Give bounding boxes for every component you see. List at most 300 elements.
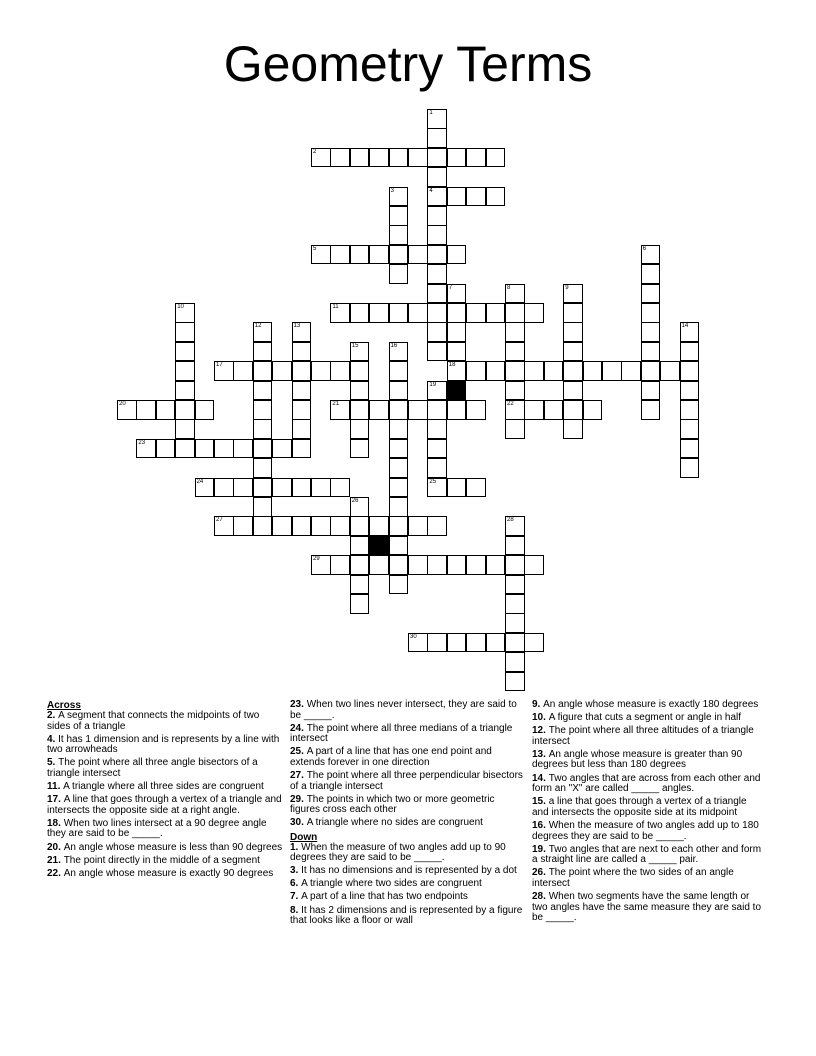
black-cell bbox=[369, 536, 389, 556]
grid-cell[interactable] bbox=[156, 439, 176, 459]
grid-cell[interactable] bbox=[427, 478, 447, 498]
down-clue bbox=[532, 845, 764, 866]
grid-cell[interactable] bbox=[427, 400, 447, 420]
down-clue bbox=[532, 713, 764, 724]
grid-cell[interactable] bbox=[408, 400, 428, 420]
grid-cell[interactable] bbox=[641, 264, 661, 284]
grid-cell[interactable] bbox=[486, 187, 506, 207]
grid-cell[interactable] bbox=[330, 361, 350, 381]
clue-number: 16. bbox=[532, 819, 549, 831]
grid-cell[interactable] bbox=[505, 555, 525, 575]
grid-cell[interactable] bbox=[292, 439, 312, 459]
grid-cell[interactable] bbox=[563, 400, 583, 420]
grid-cell[interactable] bbox=[427, 245, 447, 265]
grid-cell[interactable] bbox=[427, 439, 447, 459]
grid-cell[interactable] bbox=[389, 419, 409, 439]
grid-cell[interactable] bbox=[427, 555, 447, 575]
cell-number: 14 bbox=[681, 323, 689, 330]
clue-number: 24. bbox=[290, 722, 307, 734]
grid-cell[interactable] bbox=[427, 633, 447, 653]
clue-number: 10. bbox=[532, 712, 549, 724]
clue-text: A part of a line that has two endpoints bbox=[301, 891, 468, 903]
cell-number: 21 bbox=[332, 401, 340, 407]
cell-number: 19 bbox=[429, 381, 437, 388]
grid-cell[interactable] bbox=[466, 478, 486, 498]
grid-cell[interactable] bbox=[660, 361, 680, 381]
down-clue bbox=[532, 700, 764, 711]
across-clue bbox=[290, 771, 526, 792]
clue-text: The point where all three altitudes of a triangle intersect bbox=[532, 725, 754, 747]
grid-cell[interactable] bbox=[253, 497, 273, 517]
clue-number: 26. bbox=[532, 867, 549, 879]
grid-cell[interactable] bbox=[389, 303, 409, 323]
grid-cell[interactable] bbox=[350, 245, 370, 265]
grid-cell[interactable] bbox=[350, 536, 370, 556]
grid-cell[interactable] bbox=[408, 245, 428, 265]
grid-cell[interactable] bbox=[641, 361, 661, 381]
across-clue bbox=[290, 747, 526, 768]
grid-cell[interactable] bbox=[389, 536, 409, 556]
down-clue bbox=[290, 906, 526, 927]
grid-cell[interactable] bbox=[505, 419, 525, 439]
grid-cell[interactable] bbox=[563, 419, 583, 439]
grid-cell[interactable] bbox=[195, 400, 215, 420]
grid-cell[interactable] bbox=[466, 148, 486, 168]
grid-cell[interactable] bbox=[505, 672, 525, 692]
clue-text: A part of a line that has one end point and extends forever in one direction bbox=[290, 746, 492, 768]
grid-cell[interactable] bbox=[427, 284, 447, 304]
clue-number: 6. bbox=[290, 878, 302, 890]
grid-cell[interactable] bbox=[680, 400, 700, 420]
across-clue bbox=[47, 869, 285, 880]
clue-number: 7. bbox=[290, 891, 302, 903]
clue-number: 8. bbox=[290, 904, 302, 916]
clue-number: 30. bbox=[290, 817, 307, 829]
grid-cell[interactable] bbox=[505, 516, 525, 536]
clue-number: 28. bbox=[532, 891, 549, 902]
clue-number: 25. bbox=[290, 746, 307, 758]
grid-cell[interactable] bbox=[427, 167, 447, 187]
down-clue bbox=[290, 892, 526, 903]
clue-number: 13. bbox=[532, 748, 549, 760]
across-clue bbox=[290, 700, 526, 721]
grid-cell[interactable] bbox=[330, 555, 350, 575]
clue-text: When the measure of two angles add up to 90 degrees they are said to be _____. bbox=[290, 841, 506, 864]
grid-cell[interactable] bbox=[214, 516, 234, 536]
clues-column-2 bbox=[290, 700, 526, 929]
clue-number: 20. bbox=[47, 841, 64, 853]
clue-number: 23. bbox=[290, 699, 307, 710]
grid-cell[interactable] bbox=[466, 555, 486, 575]
clue-number: 18. bbox=[47, 817, 64, 829]
grid-cell[interactable] bbox=[389, 361, 409, 381]
grid-cell[interactable] bbox=[505, 361, 525, 381]
grid-cell[interactable] bbox=[486, 633, 506, 653]
cell-number: 13 bbox=[293, 323, 301, 330]
clue-number: 3. bbox=[290, 865, 302, 877]
cell-number: 18 bbox=[448, 362, 456, 369]
across-heading: Across bbox=[47, 700, 81, 711]
grid-cell[interactable] bbox=[175, 303, 195, 323]
grid-cell[interactable] bbox=[427, 128, 447, 148]
grid-cell[interactable] bbox=[292, 516, 312, 536]
grid-cell[interactable] bbox=[311, 516, 331, 536]
grid-cell[interactable] bbox=[466, 633, 486, 653]
grid-cell[interactable] bbox=[175, 342, 195, 362]
grid-cell[interactable] bbox=[505, 303, 525, 323]
grid-cell[interactable] bbox=[389, 478, 409, 498]
across-clue bbox=[47, 711, 285, 732]
grid-cell[interactable] bbox=[583, 361, 603, 381]
grid-cell[interactable] bbox=[253, 439, 273, 459]
clue-text: An angle whose measure is greater than 90 degrees but less than 180 degrees bbox=[532, 748, 743, 771]
grid-cell[interactable] bbox=[292, 478, 312, 498]
grid-cell[interactable] bbox=[330, 303, 350, 323]
grid-cell[interactable] bbox=[563, 342, 583, 362]
cell-number: 26 bbox=[351, 498, 359, 504]
grid-cell[interactable] bbox=[505, 381, 525, 401]
grid-cell[interactable] bbox=[505, 536, 525, 556]
across-clue bbox=[47, 795, 285, 816]
grid-cell[interactable] bbox=[621, 361, 641, 381]
grid-cell[interactable] bbox=[253, 381, 273, 401]
grid-cell[interactable] bbox=[292, 381, 312, 401]
clue-number: 17. bbox=[47, 794, 64, 806]
clue-text: Two angles that are next to each other and form a straight line are called a _____ pair. bbox=[532, 843, 762, 866]
grid-cell[interactable] bbox=[563, 322, 583, 342]
grid-cell[interactable] bbox=[641, 342, 661, 362]
grid-cell[interactable] bbox=[136, 400, 156, 420]
grid-cell[interactable] bbox=[389, 264, 409, 284]
grid-cell[interactable] bbox=[486, 148, 506, 168]
grid-cell[interactable] bbox=[272, 516, 292, 536]
grid-cell[interactable] bbox=[408, 148, 428, 168]
grid-cell[interactable] bbox=[524, 400, 544, 420]
grid-cell[interactable] bbox=[214, 478, 234, 498]
grid-cell[interactable] bbox=[369, 400, 389, 420]
grid-cell[interactable] bbox=[524, 633, 544, 653]
grid-cell[interactable] bbox=[486, 361, 506, 381]
grid-cell[interactable] bbox=[563, 284, 583, 304]
grid-cell[interactable] bbox=[505, 322, 525, 342]
grid-cell[interactable] bbox=[466, 303, 486, 323]
grid-cell[interactable] bbox=[447, 303, 467, 323]
grid-cell[interactable] bbox=[369, 245, 389, 265]
grid-cell[interactable] bbox=[311, 245, 331, 265]
grid-cell[interactable] bbox=[292, 400, 312, 420]
grid-cell[interactable] bbox=[408, 555, 428, 575]
grid-cell[interactable] bbox=[602, 361, 622, 381]
grid-cell[interactable] bbox=[389, 439, 409, 459]
grid-cell[interactable] bbox=[175, 361, 195, 381]
grid-cell[interactable] bbox=[253, 419, 273, 439]
grid-cell[interactable] bbox=[505, 342, 525, 362]
grid-cell[interactable] bbox=[447, 245, 467, 265]
grid-cell[interactable] bbox=[505, 575, 525, 595]
grid-cell[interactable] bbox=[195, 439, 215, 459]
grid-cell[interactable] bbox=[486, 303, 506, 323]
clue-text: When two lines never intersect, they are said to be _____. bbox=[290, 699, 517, 721]
clue-number: 4. bbox=[47, 733, 59, 745]
grid-cell[interactable] bbox=[253, 361, 273, 381]
clues-column-3 bbox=[532, 700, 764, 926]
grid-cell[interactable] bbox=[292, 361, 312, 381]
grid-cell[interactable] bbox=[350, 342, 370, 362]
grid-cell[interactable] bbox=[350, 381, 370, 401]
grid-cell[interactable] bbox=[447, 478, 467, 498]
grid-cell[interactable] bbox=[641, 322, 661, 342]
grid-cell[interactable] bbox=[524, 555, 544, 575]
grid-cell[interactable] bbox=[253, 478, 273, 498]
grid-cell[interactable] bbox=[272, 478, 292, 498]
grid-cell[interactable] bbox=[214, 361, 234, 381]
grid-cell[interactable] bbox=[447, 342, 467, 362]
across-clue bbox=[47, 819, 285, 840]
grid-cell[interactable] bbox=[292, 342, 312, 362]
clue-text: A segment that connects the midpoints of two sides of a triangle bbox=[47, 710, 260, 732]
grid-cell[interactable] bbox=[447, 148, 467, 168]
grid-cell[interactable] bbox=[369, 303, 389, 323]
grid-cell[interactable] bbox=[563, 303, 583, 323]
grid-cell[interactable] bbox=[330, 478, 350, 498]
grid-cell[interactable] bbox=[447, 633, 467, 653]
grid-cell[interactable] bbox=[680, 458, 700, 478]
grid-cell[interactable] bbox=[408, 516, 428, 536]
clue-text: The points in which two or more geometric figures cross each other bbox=[290, 793, 495, 816]
grid-cell[interactable] bbox=[680, 439, 700, 459]
grid-cell[interactable] bbox=[641, 284, 661, 304]
grid-cell[interactable] bbox=[524, 361, 544, 381]
grid-cell[interactable] bbox=[195, 478, 215, 498]
clue-text: A figure that cuts a segment or angle in half bbox=[548, 712, 742, 724]
grid-cell[interactable] bbox=[641, 400, 661, 420]
grid-cell[interactable] bbox=[427, 516, 447, 536]
grid-cell[interactable] bbox=[272, 361, 292, 381]
clue-number: 11. bbox=[47, 781, 64, 793]
grid-cell[interactable] bbox=[350, 555, 370, 575]
grid-cell[interactable] bbox=[330, 516, 350, 536]
grid-cell[interactable] bbox=[350, 303, 370, 323]
grid-cell[interactable] bbox=[369, 516, 389, 536]
grid-cell[interactable] bbox=[233, 478, 253, 498]
grid-cell[interactable] bbox=[350, 148, 370, 168]
cell-number: 3 bbox=[390, 187, 394, 194]
clue-text: When two lines intersect at a 90 degree angle they are said to be _____. bbox=[47, 817, 267, 840]
grid-cell[interactable] bbox=[427, 225, 447, 245]
cell-number: 4 bbox=[429, 187, 433, 194]
grid-cell[interactable] bbox=[253, 400, 273, 420]
grid-cell[interactable] bbox=[447, 361, 467, 381]
grid-cell[interactable] bbox=[427, 322, 447, 342]
grid-cell[interactable] bbox=[389, 225, 409, 245]
cell-number: 8 bbox=[507, 284, 511, 291]
grid-cell[interactable] bbox=[427, 187, 447, 207]
grid-cell[interactable] bbox=[389, 497, 409, 517]
grid-cell[interactable] bbox=[505, 613, 525, 633]
grid-cell[interactable] bbox=[350, 439, 370, 459]
grid-cell[interactable] bbox=[389, 187, 409, 207]
grid-cell[interactable] bbox=[175, 381, 195, 401]
grid-cell[interactable] bbox=[369, 148, 389, 168]
grid-cell[interactable] bbox=[505, 594, 525, 614]
clue-number: 19. bbox=[532, 843, 549, 855]
grid-cell[interactable] bbox=[680, 361, 700, 381]
grid-cell[interactable] bbox=[505, 400, 525, 420]
grid-cell[interactable] bbox=[292, 322, 312, 342]
grid-cell[interactable] bbox=[389, 381, 409, 401]
cell-number: 10 bbox=[177, 304, 184, 310]
clue-text: The point where all three angle bisectors of a triangle intersect bbox=[47, 757, 258, 779]
grid-cell[interactable] bbox=[389, 400, 409, 420]
grid-cell[interactable] bbox=[175, 322, 195, 342]
grid-cell[interactable] bbox=[350, 400, 370, 420]
grid-cell[interactable] bbox=[680, 322, 700, 342]
grid-cell[interactable] bbox=[505, 284, 525, 304]
clue-text: The point where all three perpendicular bisectors of a triangle intersect bbox=[290, 770, 523, 792]
grid-cell[interactable] bbox=[427, 419, 447, 439]
grid-cell[interactable] bbox=[427, 303, 447, 323]
grid-cell[interactable] bbox=[389, 516, 409, 536]
grid-cell[interactable] bbox=[505, 652, 525, 672]
grid-cell[interactable] bbox=[427, 458, 447, 478]
clue-number: 22. bbox=[47, 867, 64, 879]
grid-cell[interactable] bbox=[447, 555, 467, 575]
grid-cell[interactable] bbox=[233, 361, 253, 381]
grid-cell[interactable] bbox=[466, 187, 486, 207]
grid-cell[interactable] bbox=[408, 633, 428, 653]
grid-cell[interactable] bbox=[350, 419, 370, 439]
grid-cell[interactable] bbox=[389, 555, 409, 575]
grid-cell[interactable] bbox=[427, 342, 447, 362]
grid-cell[interactable] bbox=[253, 342, 273, 362]
across-clue bbox=[47, 856, 285, 867]
clue-text: A line that goes through a vertex of a triangle and intersects the opposite side at a right angle. bbox=[47, 794, 282, 816]
grid-cell[interactable] bbox=[175, 400, 195, 420]
grid-cell[interactable] bbox=[175, 439, 195, 459]
cell-number: 25 bbox=[429, 478, 437, 485]
grid-cell[interactable] bbox=[117, 400, 137, 420]
grid-cell[interactable] bbox=[369, 555, 389, 575]
grid-cell[interactable] bbox=[156, 400, 176, 420]
grid-cell[interactable] bbox=[292, 419, 312, 439]
clue-text: When the measure of two angles add up to 180 degrees they are said to be _____. bbox=[532, 819, 759, 842]
grid-cell[interactable] bbox=[427, 109, 447, 129]
cell-number: 15 bbox=[351, 342, 359, 349]
grid-cell[interactable] bbox=[680, 381, 700, 401]
clue-number: 27. bbox=[290, 770, 307, 782]
grid-cell[interactable] bbox=[350, 594, 370, 614]
grid-cell[interactable] bbox=[330, 400, 350, 420]
down-clue bbox=[290, 866, 526, 877]
grid-cell[interactable] bbox=[641, 303, 661, 323]
down-clue bbox=[532, 774, 764, 795]
grid-cell[interactable] bbox=[486, 555, 506, 575]
grid-cell[interactable] bbox=[389, 148, 409, 168]
grid-cell[interactable] bbox=[233, 516, 253, 536]
black-cell bbox=[447, 381, 467, 401]
grid-cell[interactable] bbox=[408, 303, 428, 323]
grid-cell[interactable] bbox=[447, 400, 467, 420]
across-clue bbox=[47, 782, 285, 793]
grid-cell[interactable] bbox=[389, 206, 409, 226]
grid-cell[interactable] bbox=[350, 497, 370, 517]
down-clue bbox=[532, 726, 764, 747]
cell-number: 20 bbox=[119, 401, 126, 407]
grid-cell[interactable] bbox=[350, 516, 370, 536]
clue-text: a line that goes through a vertex of a triangle and intersects the opposite side at its midpoint bbox=[532, 796, 747, 818]
clue-text: It has 2 dimensions and is represented by a figure that looks like a floor or wall bbox=[290, 904, 523, 927]
grid-cell[interactable] bbox=[311, 148, 331, 168]
grid-cell[interactable] bbox=[544, 361, 564, 381]
down-clue bbox=[532, 750, 764, 771]
grid-cell[interactable] bbox=[389, 342, 409, 362]
down-clue bbox=[532, 892, 764, 924]
grid-cell[interactable] bbox=[641, 245, 661, 265]
grid-cell[interactable] bbox=[175, 419, 195, 439]
clue-number: 1. bbox=[290, 841, 302, 853]
grid-cell[interactable] bbox=[330, 148, 350, 168]
grid-cell[interactable] bbox=[136, 439, 156, 459]
grid-cell[interactable] bbox=[253, 322, 273, 342]
grid-cell[interactable] bbox=[427, 381, 447, 401]
cell-number: 23 bbox=[138, 439, 146, 446]
clue-text: A triangle where all three sides are congruent bbox=[63, 781, 264, 793]
cell-number: 16 bbox=[390, 342, 398, 349]
grid-cell[interactable] bbox=[330, 245, 350, 265]
grid-cell[interactable] bbox=[233, 439, 253, 459]
grid-cell[interactable] bbox=[466, 400, 486, 420]
grid-cell[interactable] bbox=[680, 342, 700, 362]
across-clue bbox=[47, 758, 285, 779]
grid-cell[interactable] bbox=[272, 439, 292, 459]
grid-cell[interactable] bbox=[311, 478, 331, 498]
grid-cell[interactable] bbox=[350, 361, 370, 381]
grid-cell[interactable] bbox=[563, 361, 583, 381]
grid-cell[interactable] bbox=[563, 381, 583, 401]
clue-text: A triangle where no sides are congruent bbox=[306, 817, 483, 829]
grid-cell[interactable] bbox=[447, 284, 467, 304]
grid-cell[interactable] bbox=[389, 575, 409, 595]
grid-cell[interactable] bbox=[350, 575, 370, 595]
grid-cell[interactable] bbox=[524, 303, 544, 323]
grid-cell[interactable] bbox=[311, 361, 331, 381]
grid-cell[interactable] bbox=[680, 419, 700, 439]
grid-cell[interactable] bbox=[389, 245, 409, 265]
grid-cell[interactable] bbox=[427, 264, 447, 284]
clue-number: 2. bbox=[47, 710, 59, 721]
grid-cell[interactable] bbox=[447, 187, 467, 207]
grid-cell[interactable] bbox=[466, 361, 486, 381]
clue-text: The point where all three medians of a triangle intersect bbox=[290, 722, 513, 745]
grid-cell[interactable] bbox=[311, 555, 331, 575]
grid-cell[interactable] bbox=[583, 400, 603, 420]
grid-cell[interactable] bbox=[427, 206, 447, 226]
cell-number: 28 bbox=[507, 517, 514, 524]
grid-cell[interactable] bbox=[389, 458, 409, 478]
grid-cell[interactable] bbox=[427, 148, 447, 168]
clue-text: Two angles that are across from each other and form an "X" are called _____ angles. bbox=[532, 772, 761, 795]
grid-cell[interactable] bbox=[544, 400, 564, 420]
grid-cell[interactable] bbox=[641, 381, 661, 401]
grid-cell[interactable] bbox=[214, 439, 234, 459]
grid-cell[interactable] bbox=[253, 458, 273, 478]
clue-text: When two segments have the same length or two angles have the same measure they are said to be _____. bbox=[532, 891, 762, 924]
grid-cell[interactable] bbox=[447, 322, 467, 342]
grid-cell[interactable] bbox=[505, 633, 525, 653]
clue-number: 29. bbox=[290, 793, 307, 805]
grid-cell[interactable] bbox=[253, 516, 273, 536]
clue-number: 15. bbox=[532, 796, 549, 808]
